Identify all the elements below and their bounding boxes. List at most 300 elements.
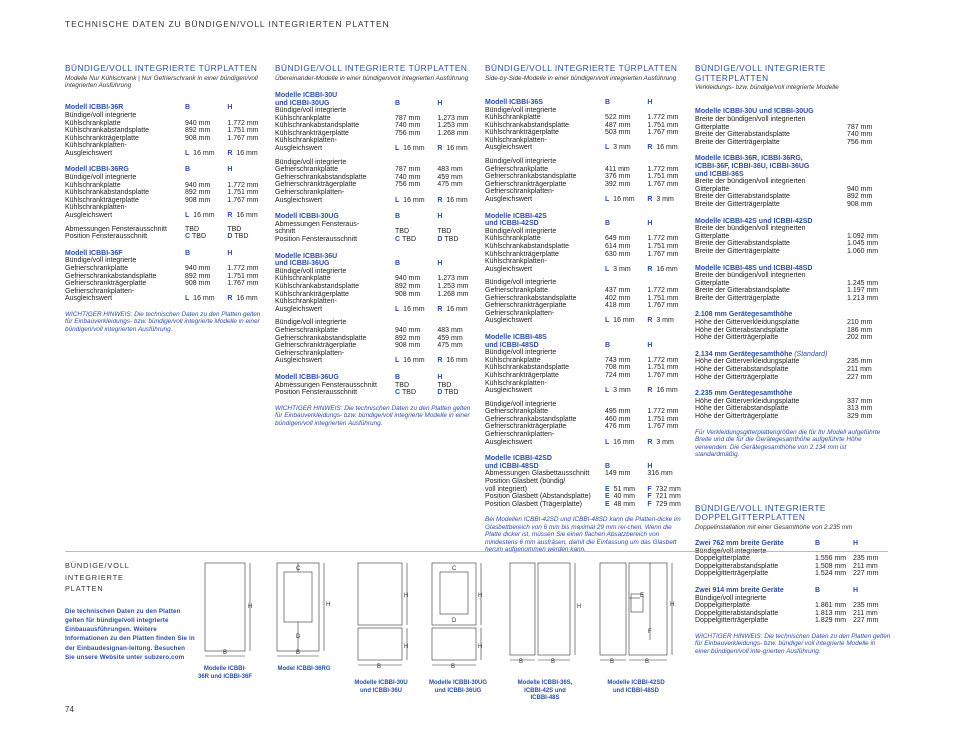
panel-bottom-rect [358, 628, 402, 660]
value-b: 1.861 mm [815, 602, 847, 610]
value-b: 740 mm [395, 122, 421, 130]
letter-l: L [185, 212, 190, 220]
label-f: F [648, 629, 652, 635]
row-label: Höhe der Gitterabstandsplatte [695, 366, 789, 374]
label-h: H [404, 593, 409, 599]
value-b: 437 mm [605, 286, 631, 294]
value-b: 476 mm [605, 423, 631, 431]
value: 235 mm [847, 358, 873, 366]
row-label: Gefrierschrankplatte [485, 408, 549, 416]
row-label: Kühlschrankplatte [485, 356, 541, 364]
panel-left-rect [510, 563, 535, 655]
letter-r: R [647, 265, 653, 273]
value-b: TBD [402, 389, 417, 397]
value-h: 3 mm [656, 438, 674, 446]
row-label: Bündige/voll integrierte [275, 319, 347, 327]
row-label: Ausgleichswert [275, 145, 323, 153]
letter-r: R [437, 196, 443, 204]
label-h: H [670, 602, 675, 608]
value-h: 1.772 mm [227, 119, 259, 127]
letter-c: C [395, 236, 401, 243]
value-b: 503 mm [605, 129, 631, 137]
caption-line: und ICBBI-48SD [612, 687, 659, 694]
row-label: Gefrierschrankplatte [485, 286, 549, 294]
letter-l: L [185, 295, 190, 303]
row-label: Höhe der Gitterabstandsplatte [695, 405, 789, 413]
row-label: Kühlschrankabstandsplatte [65, 127, 150, 135]
row-label: Gitterplatte [695, 123, 730, 131]
letter-r: R [437, 145, 443, 153]
caption-side-by-side-glass [596, 680, 676, 695]
value-b: 940 mm [185, 265, 211, 272]
row-label: Kühlschrankträgerplatte [65, 134, 139, 142]
row-label: Kühlschrankträgerplatte [485, 129, 559, 137]
letter-l: L [395, 145, 400, 153]
section-subtitle: Übereinander-Modelle in einer bündigen/voll integrierten Ausführung [275, 74, 469, 82]
row-label: Gefrierschrankabstandsplatte [65, 272, 157, 280]
value-h: 16 mm [236, 212, 258, 220]
col-h: H [647, 341, 653, 349]
model-name: Modelle ICBBI-30U und ICBBI-30UG [695, 108, 814, 116]
label-b2: B [551, 659, 556, 665]
value-b: TBD [185, 225, 199, 233]
row-label: Ausgleichswert [275, 357, 323, 365]
model-name: und ICBBI-48SD [485, 341, 539, 349]
row-label: Bündige/voll integrierte [695, 547, 767, 555]
panel-right-rect [629, 563, 667, 655]
value-h: 1.273 mm [437, 114, 469, 122]
row-label: Doppelgitterplatte [695, 555, 750, 563]
label-b: B [610, 659, 615, 665]
row-label: Ausgleichswert [485, 144, 533, 152]
value-h: 459 mm [437, 334, 463, 342]
model-name: und ICBBI-36S [695, 170, 744, 178]
row-label: Gitterplatte [695, 232, 730, 240]
row-label: Abmessungen Fensterausschnitt [275, 381, 377, 389]
row-label: Abmessungen Glasbettausschnitt [485, 470, 590, 478]
row-label: Kühlschrankplatten- [275, 298, 337, 306]
value-h: TBD [227, 225, 242, 233]
value-h: 16 mm [656, 265, 678, 273]
col-h: H [853, 540, 859, 547]
row-label: Gefrierschrankträgerplatte [275, 181, 357, 189]
value-h: 1.751 mm [227, 189, 259, 197]
value-h: 732 mm [655, 485, 681, 493]
caption-line: ICBBI-42S und [524, 687, 566, 694]
letter-l: L [395, 196, 400, 204]
letter-e: E [605, 485, 610, 493]
value-h: TBD [437, 381, 452, 389]
row-label: Abmessungen Fensterausschnitt [65, 225, 167, 233]
panel-top-rect [358, 563, 402, 625]
value: 202 mm [847, 334, 873, 342]
value-h: 16 mm [236, 149, 258, 157]
value-b: 1.524 mm [815, 570, 847, 578]
row-label: Ausgleichswert [275, 305, 323, 313]
letter-c: C [395, 389, 401, 397]
row-label: Position Fensterausschnitt [275, 236, 358, 243]
value-h: 459 mm [437, 173, 463, 181]
row-label: Höhe der Gitterverkleidungsplatte [695, 358, 800, 366]
row-label: Gefrierschrankträgerplatte [275, 342, 357, 350]
diagram-side-by-side [510, 563, 581, 665]
section-title: BÜNDIGE/VOLL INTEGRIERTE TÜRPLATTEN [485, 63, 678, 73]
row-label: Gefrierschrankplatten- [65, 287, 135, 295]
bottom-info-text: Die technischen Daten zu den Platten gelten für bündige/voll integrierte Einbauausführungen. Weitere Informationen zu den Platten finden Sie in der Einbaudesignan-leitung. Besuchen Sie unsere Website unter subzero.com [65, 607, 195, 661]
row-label: Bündige/voll integrierte [275, 107, 347, 115]
value-b: 149 mm [605, 470, 631, 478]
value-h: 316 mm [647, 470, 673, 478]
row-label: Breite der Gitterträgerplatte [695, 138, 780, 146]
value-b: 48 mm [613, 500, 635, 508]
row-label: Höhe der Gitterträgerplatte [695, 334, 779, 342]
letter-f: F [647, 500, 652, 508]
row-label: Bündige/voll integrierte [695, 594, 767, 602]
section-subtitle: Verkleidungs- bzw. bündige/voll integrierte Modelle [695, 84, 839, 91]
value-b: 16 mm [403, 305, 425, 313]
value-b: TBD [395, 228, 409, 236]
row-label: Breite der Gitterabstandsplatte [695, 131, 790, 139]
section-subtitle: Side-by-Side-Modelle in einer bündigen/voll integrierten Ausführung [485, 74, 677, 82]
row-label: Breite der bündigen/voll integrierten [695, 116, 806, 123]
value-b: 908 mm [185, 280, 211, 288]
model-name: Modell ICBBI-36R [65, 104, 124, 112]
height-name: 2.235 mm Gerätegesamthöhe [695, 390, 793, 398]
row-label: Kühlschrankträgerplatte [485, 250, 559, 258]
value-b: 16 mm [403, 196, 425, 204]
value-b: 740 mm [395, 173, 421, 181]
letter-r: R [227, 212, 233, 220]
value-h: 1.751 mm [647, 173, 679, 181]
value: 210 mm [847, 319, 873, 327]
value-b: 787 mm [395, 166, 421, 174]
section-title: BÜNDIGE/VOLL INTEGRIERTE TÜRPLATTEN [275, 63, 468, 73]
model-name: Modelle ICBBI-42S und ICBBI-42SD [695, 217, 813, 225]
value-b: 40 mm [613, 493, 635, 501]
value-h: 235 mm [853, 602, 879, 610]
row-label: voll integriert) [485, 485, 528, 493]
row-label: Position Fensterausschnitt [65, 233, 148, 241]
value: 1.045 mm [847, 240, 879, 248]
value: 1.197 mm [847, 287, 879, 295]
value-b: 16 mm [613, 317, 635, 325]
row-label: Bündige/voll integrierte [275, 267, 347, 275]
letter-l: L [605, 438, 610, 446]
letter-l: L [605, 265, 610, 273]
value: 1.213 mm [847, 294, 879, 302]
caption-line: Modelle ICBBI-42SD [607, 680, 665, 686]
col-b: B [395, 373, 401, 381]
value-h: 1.772 mm [227, 181, 259, 189]
col-h: H [227, 249, 233, 257]
letter-f: F [647, 485, 652, 493]
row-label: Gefrierschrankplatten- [485, 431, 555, 439]
value-h: 227 mm [853, 617, 879, 625]
col-h: H [647, 462, 653, 470]
value-b: TBD [192, 233, 207, 241]
letter-d: D [227, 233, 233, 241]
value-h: 16 mm [656, 144, 678, 152]
value-b: 495 mm [605, 408, 631, 416]
value-h: 1.751 mm [647, 364, 679, 372]
row-label: Ausgleichswert [65, 149, 113, 157]
value-h: 1.772 mm [227, 265, 259, 272]
label-d: D [452, 618, 457, 624]
value-h: TBD [444, 389, 459, 397]
col-h: H [437, 213, 443, 221]
model-name: Modelle ICBBI-36U [275, 252, 338, 260]
row-label: Ausgleichswert [485, 196, 533, 204]
value-h: 1.767 mm [227, 134, 259, 142]
col-h: H [437, 260, 443, 268]
value-b: 756 mm [395, 129, 421, 137]
value-b: 376 mm [605, 173, 631, 181]
value-b: 3 mm [613, 144, 631, 152]
value-b: 1.556 mm [815, 555, 847, 563]
label-h: H [326, 602, 331, 608]
value-h: 1.767 mm [227, 196, 259, 204]
value-b: 487 mm [605, 121, 631, 129]
value-b: 892 mm [185, 272, 211, 280]
row-label: Breite der Gitterabstandsplatte [695, 240, 790, 248]
row-label: Doppelgitterplatte [695, 602, 750, 610]
section-subtitle-double: Doppelinstallation mit einer Gesamthöhe von 2.235 mm [695, 523, 853, 531]
letter-l: L [605, 196, 610, 204]
row-label: Kühlschrankabstandsplatte [485, 243, 570, 250]
row-label: Gefrierschrankabstandsplatte [485, 415, 577, 423]
letter-r: R [437, 305, 443, 313]
value-h: 1.751 mm [227, 272, 259, 280]
value-b: 630 mm [605, 250, 631, 258]
row-label: Kühlschrankplatte [485, 114, 541, 122]
bottom-heading-1: BÜNDIGE/VOLL [65, 561, 130, 570]
row-label: Kühlschrankträgerplatte [275, 290, 349, 298]
row-label: Höhe der Gitterverkleidungsplatte [695, 319, 800, 327]
row-label: Gefrierschrankabstandsplatte [485, 294, 577, 302]
letter-l: L [605, 387, 610, 395]
model-name: Zwei 762 mm breite Geräte [695, 540, 784, 547]
row-label: Gefrierschrankabstandsplatte [485, 173, 577, 181]
row-label: Ausgleichswert [485, 317, 533, 325]
letter-l: L [605, 144, 610, 152]
value-h: 1.767 mm [647, 371, 679, 379]
value-h: TBD [444, 236, 459, 243]
letter-e: E [605, 500, 610, 508]
value-b: 908 mm [185, 196, 211, 204]
row-label: Bündige/voll integrierte [65, 257, 137, 265]
value-b: 940 mm [185, 181, 211, 189]
value-h: 1.772 mm [647, 408, 679, 416]
bottom-heading-3: PLATTEN [65, 584, 104, 593]
row-label: Doppelgitterabstandsplatte [695, 609, 779, 617]
height-name: 2.108 mm Gerätegesamthöhe [695, 311, 793, 319]
col-b: B [605, 220, 611, 228]
row-label: Bündige/voll integrierte [485, 106, 557, 114]
height-name: 2.134 mm Gerätegesamthöhe [695, 350, 793, 358]
col-b: B [395, 99, 401, 107]
col-h: H [227, 166, 233, 174]
letter-r: R [227, 149, 233, 157]
value: 787 mm [847, 123, 873, 131]
value-b: 16 mm [613, 196, 635, 204]
row-label: Kühlschrankträgerplatte [485, 371, 559, 379]
row-label: Kühlschrankplatte [65, 119, 121, 127]
section-subtitle: Modelle Nur Kühlschrank | Nur Gefrierschrank in einer bündigen/voll integrierten Ausführung [65, 74, 258, 89]
col-b: B [185, 104, 191, 112]
row-label: Höhe der Gitterabstandsplatte [695, 326, 789, 334]
label-h2: H [404, 644, 409, 650]
value-h: 1.253 mm [437, 122, 469, 130]
row-label: Gefrierschrankplatte [485, 165, 549, 173]
value-h: 227 mm [853, 570, 879, 578]
value: 329 mm [847, 413, 873, 420]
caption-36r-36f [190, 666, 260, 681]
col-b: B [605, 341, 611, 349]
row-label: Breite der bündigen/voll integrierten [695, 225, 806, 233]
label-b: B [519, 659, 524, 665]
letter-f: F [647, 493, 652, 501]
important-note: WICHTIGER HINWEIS: Die technischen Daten zu den Platten gelten für Einbauverkleidungs- bzw. bündige/voll integrierte Modelle in einer bündigen/voll integrierten Ausführung. [275, 404, 471, 427]
value-b: TBD [395, 381, 409, 389]
row-label: schnitt [275, 228, 296, 236]
model-name: und ICBBI-48SD [485, 462, 539, 470]
caption-line: und ICBBI-36U [360, 687, 402, 694]
double-note: WICHTIGER HINWEIS: Die technischen Daten zu den Platten gelten für Einbauverkleidungs- bzw. bündige/ voll integrierte Modelle in einer bündigen/voll inte-grierten Ausführung. [695, 632, 891, 655]
row-label: Gitterplatte [695, 279, 730, 287]
row-label: Breite der Gitterabstandsplatte [695, 287, 790, 295]
value-b: 16 mm [403, 357, 425, 365]
col-h: H [227, 104, 233, 112]
row-label: Kühlschrankträgerplatte [65, 196, 139, 204]
label-b: B [451, 664, 456, 670]
value: 892 mm [847, 193, 873, 201]
model-name: und ICBBI-36UG [275, 260, 330, 268]
value: 227 mm [847, 373, 873, 381]
value-h: 16 mm [236, 295, 258, 303]
letter-d: D [437, 389, 443, 397]
value-b: 940 mm [185, 119, 211, 127]
row-label: Breite der Gitterträgerplatte [695, 200, 780, 208]
value-h: 1.751 mm [647, 121, 679, 129]
page-title: TECHNISCHE DATEN ZU BÜNDIGEN/VOLL INTEGRIERTEN PLATTEN [65, 19, 390, 29]
letter-l: L [185, 149, 190, 157]
row-label: Kühlschrankplatten- [485, 379, 547, 387]
panel-bottom-rect [432, 628, 476, 660]
value-h: 16 mm [446, 357, 468, 365]
row-label: Bündige/voll integrierte [65, 111, 137, 119]
col-h: H [437, 373, 443, 381]
model-name: Modell ICBBI-36F [65, 249, 123, 257]
value: 756 mm [847, 138, 873, 146]
value-h: 1.751 mm [647, 243, 679, 250]
value-b: 724 mm [605, 371, 631, 379]
value-b: 3 mm [613, 387, 631, 395]
value-b: 649 mm [605, 235, 631, 243]
row-label: Abmessungen Fensteraus- [275, 220, 360, 228]
value-b: 892 mm [185, 127, 211, 135]
row-label: Kühlschrankabstandsplatte [65, 189, 150, 197]
value-b: 51 mm [613, 485, 635, 493]
value-h: 1.751 mm [227, 127, 259, 135]
row-label: Kühlschrankabstandsplatte [275, 282, 360, 290]
letter-d: D [437, 236, 443, 243]
row-label: Gitterplatte [695, 185, 730, 193]
caption-line: Modelle ICBBI- [203, 666, 247, 672]
window-rect [284, 572, 312, 622]
row-label: Kühlschrankplatten- [485, 258, 547, 266]
col-h: H [437, 99, 443, 107]
label-h: H [577, 604, 582, 610]
caption-30ug-36ug [420, 680, 496, 695]
value-b: 418 mm [605, 302, 631, 310]
row-label: Kühlschrankplatten- [275, 137, 337, 145]
model-name: und ICBBI-30UG [275, 99, 330, 107]
value-b: 16 mm [193, 295, 215, 303]
value-h: 1.767 mm [647, 302, 679, 310]
caption-line: 36R und ICBBI-36F [197, 673, 252, 680]
value-b: 402 mm [605, 294, 631, 302]
section-title: BÜNDIGE/VOLL INTEGRIERTE GITTERPLATTEN [695, 63, 826, 83]
important-note: WICHTIGER HINWEIS: Die technischen Daten zu den Platten gelten für Einbauverkleidungs- bzw. bündige/voll integrierte Modelle in einer bündigen/voll integrierten Ausführung. [65, 310, 261, 333]
value-h: 1.772 mm [647, 356, 679, 364]
row-label: Kühlschrankträgerplatte [275, 129, 349, 137]
bottom-heading-2: INTEGRIERTE [65, 572, 124, 582]
value-b: 708 mm [605, 364, 631, 372]
label-h: H [248, 604, 253, 610]
model-name: Modell ICBBI-36UG [275, 373, 339, 381]
row-label: Bündige/voll integrierte [485, 227, 557, 235]
row-label: Bündige/voll integrierte [65, 174, 137, 182]
value: 908 mm [847, 200, 873, 208]
value: 1.060 mm [847, 247, 879, 255]
row-label: Position Fensterausschnitt [275, 389, 358, 397]
value-b: 940 mm [395, 326, 421, 334]
value-h: 16 mm [446, 145, 468, 153]
value: 1.245 mm [847, 279, 879, 287]
row-label: Ausgleichswert [65, 212, 113, 220]
model-name: Modelle ICBBI-30U [275, 91, 338, 99]
row-label: Kühlschrankplatte [275, 275, 331, 283]
value: 211 mm [847, 366, 872, 374]
value-h: 211 mm [853, 609, 878, 617]
value-h: 729 mm [655, 500, 681, 508]
caption-line: Modelle ICBBI-30U [354, 680, 408, 686]
value-b: 1.813 mm [815, 609, 847, 617]
letter-l: L [395, 305, 400, 313]
page-number: 74 [65, 705, 74, 714]
model-name: und ICBBI-42SD [485, 220, 539, 228]
value-h: 16 mm [656, 387, 678, 395]
row-label: Gefrierschrankplatten- [275, 349, 345, 357]
section-title-double: BÜNDIGE/VOLL INTEGRIERTE DOPPELGITTERPLATTEN [695, 502, 826, 523]
caption-side-by-side [505, 680, 585, 703]
row-label: Kühlschrankabstandsplatte [275, 122, 360, 130]
row-label: Gefrierschrankträgerplatte [65, 280, 147, 288]
label-h: H [478, 593, 483, 599]
diagram-30ug-36ug [432, 563, 482, 670]
value-h: 3 mm [656, 196, 674, 204]
value-h: 1.772 mm [647, 286, 679, 294]
row-label: Bündige/voll integrierte [485, 400, 557, 408]
col-b: B [605, 98, 611, 106]
value-h: 16 mm [446, 305, 468, 313]
col-b: B [605, 462, 611, 470]
letter-e: E [605, 493, 610, 501]
value-h: TBD [234, 233, 249, 241]
row-label: Gefrierschrankplatte [65, 265, 129, 272]
col-b: B [815, 586, 821, 594]
label-d: D [296, 634, 301, 640]
